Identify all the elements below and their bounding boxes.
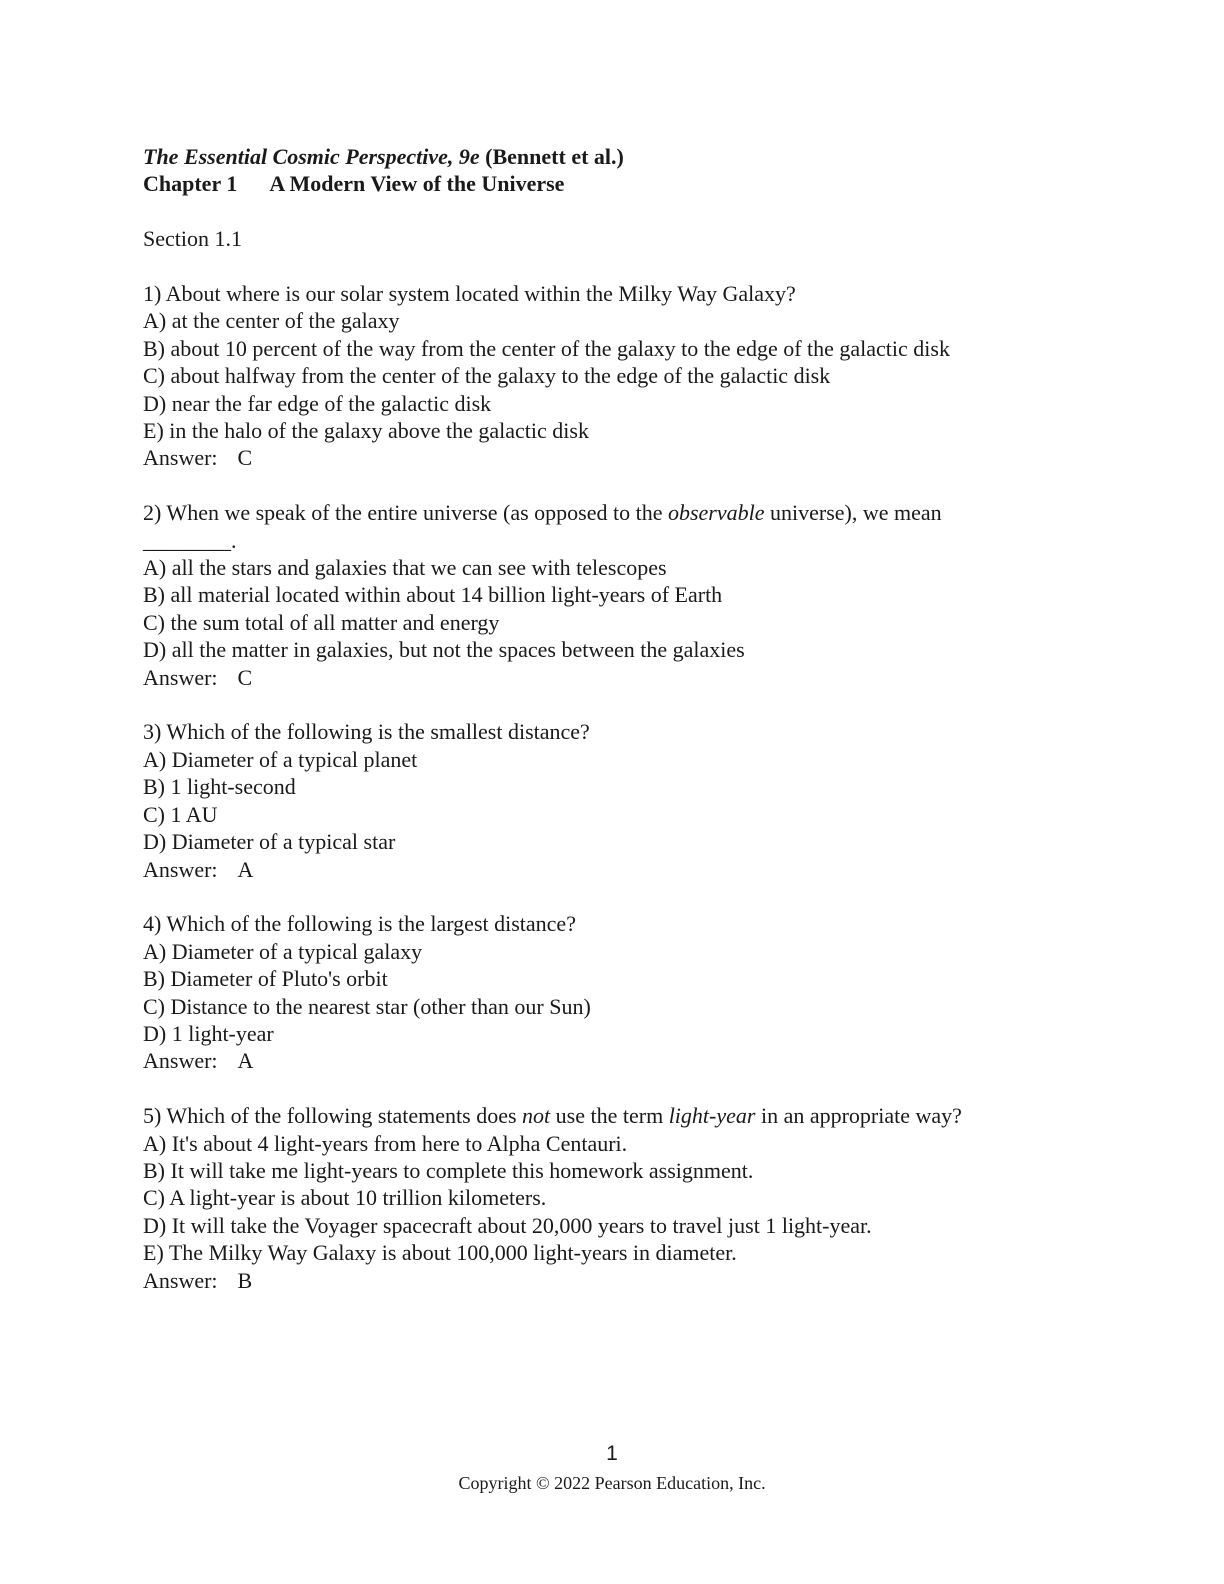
answer-key [143,856,1103,883]
page-number: 1 [606,1442,618,1465]
answer-option: A) Diameter of a typical galaxy [143,938,423,964]
question-stem: 3) Which of the following is the smallest distance? [143,719,590,745]
answer-option: B) It will take me light-years to complete this homework assignment. [143,1157,754,1183]
book-authors: (Bennett et al.) [485,144,624,169]
answer-label: Answer: [143,664,218,690]
stem-emphasis: light-year [668,1103,756,1129]
answer-value: C [237,664,253,690]
answer-option: D) It will take the Voyager spacecraft about 20,000 years to travel just 1 light-year. [143,1212,872,1238]
copyright-notice: Copyright © 2022 Pearson Education, Inc. [458,1473,766,1493]
answer-option: A) It's about 4 light-years from here to Alpha Centauri. [143,1130,628,1156]
answer-value: B [237,1267,253,1293]
answer-option: A) Diameter of a typical planet [143,746,418,772]
answer-option: B) about 10 percent of the way from the center of the galaxy to the edge of the galactic disk [143,335,950,361]
answer-key [143,1267,1103,1294]
answer-option: C) 1 AU [143,801,218,827]
answer-option: D) near the far edge of the galactic disk [143,390,492,416]
chapter-title: A Modern View of the Universe [269,171,565,197]
question-stem [143,499,1103,526]
answer-option: D) 1 light-year [143,1020,274,1046]
answer-key [143,444,1103,471]
answer-option: C) the sum total of all matter and energy [143,609,500,635]
answer-option: B) Diameter of Pluto's orbit [143,966,388,992]
question-3 [143,718,1103,882]
document-page [143,143,1103,1294]
answer-option: B) all material located within about 14 billion light-years of Earth [143,582,723,608]
chapter-heading [143,170,1103,197]
stem-text: universe), we mean [764,500,942,526]
section-heading: Section 1.1 [143,226,242,252]
question-stem: 1) About where is our solar system located within the Milky Way Galaxy? [143,281,796,306]
answer-option: D) Diameter of a typical star [143,829,396,855]
answer-value: C [237,445,253,471]
answer-option: D) all the matter in galaxies, but not the spaces between the galaxies [143,637,745,663]
stem-emphasis: observable [667,500,765,526]
answer-option: C) Distance to the nearest star (other than our Sun) [143,993,591,1019]
stem-text: 2) When we speak of the entire universe (as opposed to the [143,500,668,526]
question-4 [143,910,1103,1074]
answer-option: E) The Milky Way Galaxy is about 100,000 light-years in diameter. [143,1240,737,1266]
stem-text: use the term [550,1103,669,1129]
answer-value: A [237,856,254,882]
chapter-label: Chapter 1 [143,171,238,197]
stem-text: in an appropriate way? [755,1103,962,1129]
question-2 [143,499,1103,691]
answer-label: Answer: [143,1048,218,1074]
answer-value: A [237,1048,254,1074]
answer-key [143,664,1103,691]
answer-option: C) A light-year is about 10 trillion kilometers. [143,1185,547,1211]
answer-option: C) about halfway from the center of the galaxy to the edge of the galactic disk [143,363,831,389]
answer-label: Answer: [143,445,218,471]
question-5 [143,1102,1103,1294]
answer-option: A) all the stars and galaxies that we can see with telescopes [143,555,667,581]
answer-label: Answer: [143,1267,218,1293]
question-stem [143,1102,1103,1129]
book-title-line [143,143,1103,170]
question-1 [143,280,1103,472]
book-title: The Essential Cosmic Perspective, 9e [143,144,480,169]
answer-label: Answer: [143,856,218,882]
stem-text: 5) Which of the following statements does [143,1103,523,1129]
stem-emphasis: not [522,1103,551,1129]
answer-option: A) at the center of the galaxy [143,308,400,334]
answer-option: B) 1 light-second [143,774,296,800]
answer-option: E) in the halo of the galaxy above the galactic disk [143,418,589,444]
stem-blank: ________. [143,527,237,553]
answer-key [143,1047,1103,1074]
question-stem: 4) Which of the following is the largest distance? [143,911,576,937]
